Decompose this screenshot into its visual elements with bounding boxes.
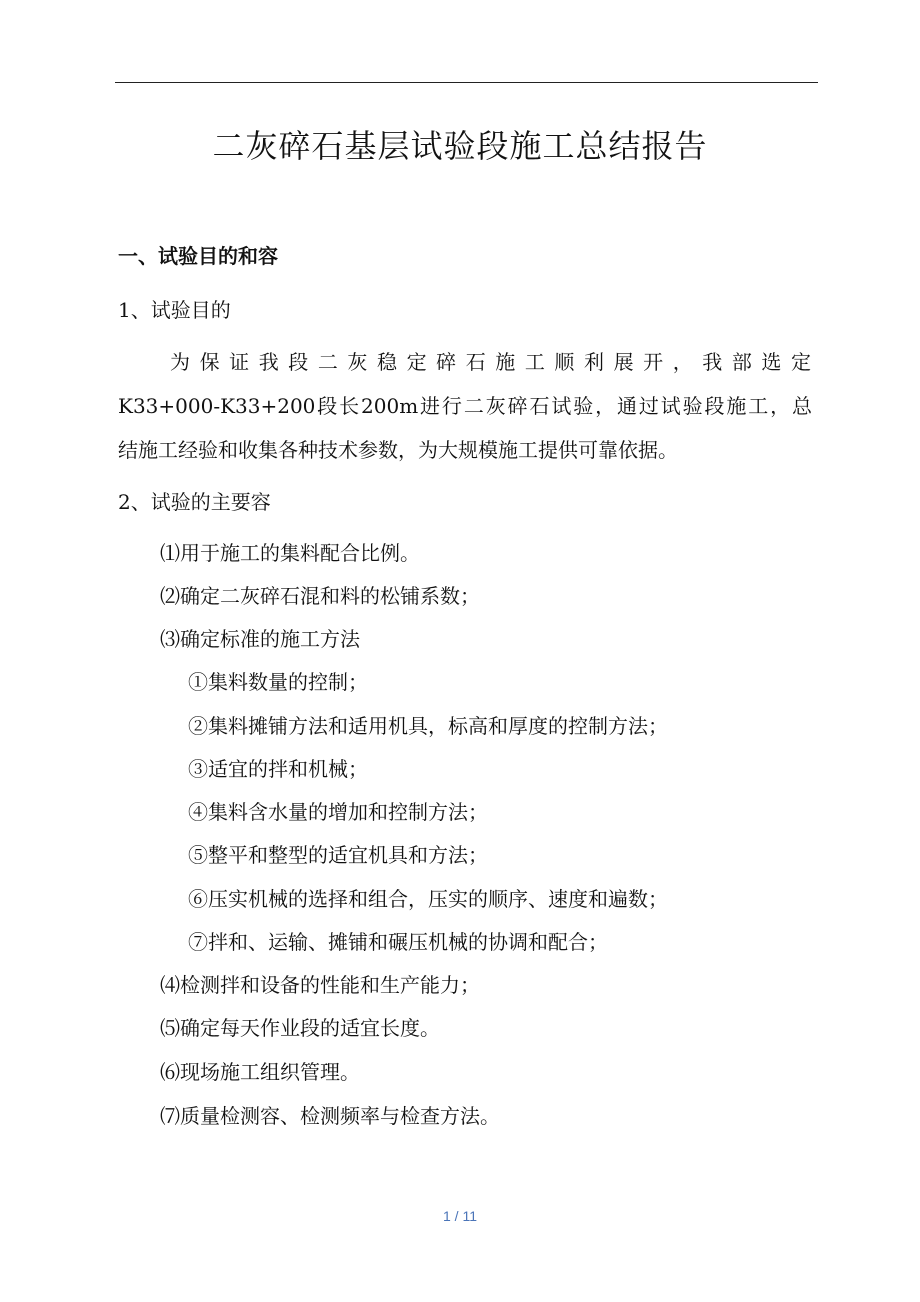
list-item: ⑴用于施工的集料配合比例。 (160, 541, 420, 565)
paragraph-line-3: 结施工经验和收集各种技术参数，为大规模施工提供可靠依据。 (118, 438, 678, 462)
subsection-heading-content: 2、试验的主要容 (118, 490, 271, 514)
sub-list-item: ②集料摊铺方法和适用机具，标高和厚度的控制方法； (188, 714, 668, 738)
document-title: 二灰碎石基层试验段施工总结报告 (212, 127, 708, 165)
paragraph-line-2: K33+000-K33+200段长200m进行二灰碎石试验，通过试验段施工，总 (118, 394, 812, 418)
sub-list-item: ④集料含水量的增加和控制方法； (188, 800, 488, 824)
sub-list-item: ⑦拌和、运输、摊铺和碾压机械的协调和配合； (188, 930, 608, 954)
header-rule (115, 82, 818, 83)
list-item: ⑶确定标准的施工方法 (160, 627, 360, 651)
sub-list-item: ①集料数量的控制； (188, 670, 368, 694)
list-item: ⑵确定二灰碎石混和料的松铺系数； (160, 584, 480, 608)
sub-list-item: ⑥压实机械的选择和组合，压实的顺序、速度和遍数； (188, 887, 668, 911)
list-item: ⑹现场施工组织管理。 (160, 1060, 360, 1084)
paragraph-line-1: 为保证我段二灰稳定碎石施工顺利展开，我部选定 (170, 350, 812, 374)
page-indicator: 1 / 11 (443, 1208, 477, 1224)
sub-list-item: ⑤整平和整型的适宜机具和方法； (188, 843, 488, 867)
sub-list-item: ③适宜的拌和机械； (188, 757, 368, 781)
section-heading-1: 一、试验目的和容 (118, 244, 278, 268)
subsection-heading-purpose: 1、试验目的 (118, 298, 231, 322)
list-item: ⑸确定每天作业段的适宜长度。 (160, 1016, 440, 1040)
list-item: ⑺质量检测容、检测频率与检查方法。 (160, 1104, 500, 1128)
list-item: ⑷检测拌和设备的性能和生产能力； (160, 973, 480, 997)
